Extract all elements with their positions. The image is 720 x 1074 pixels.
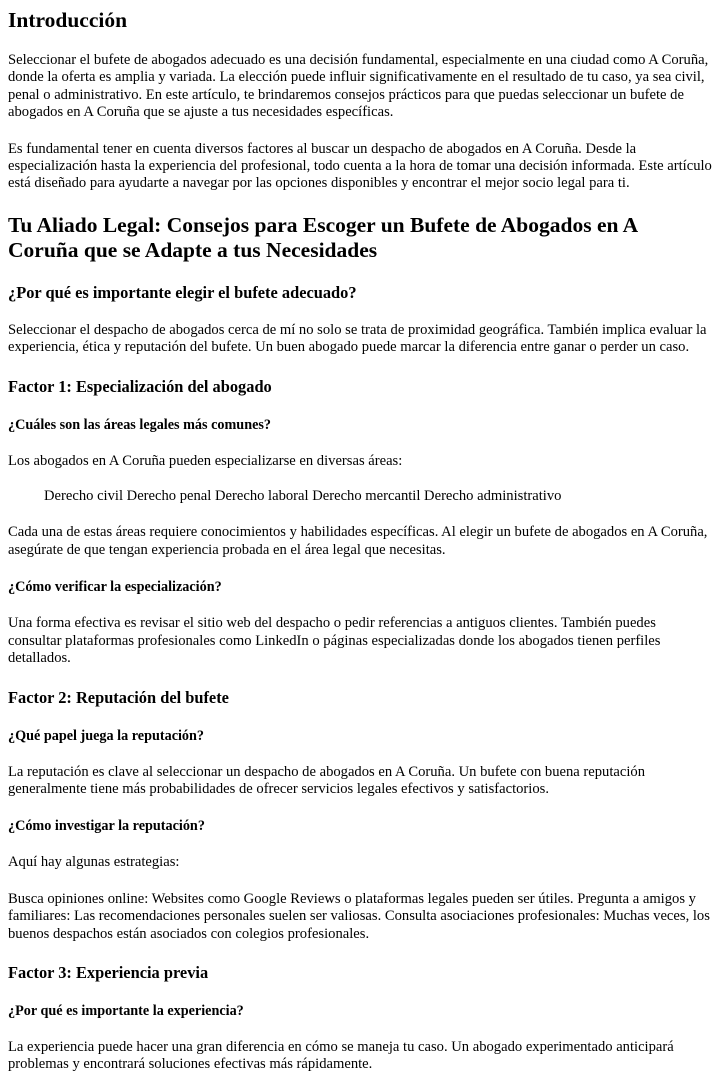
why-paragraph: Seleccionar el despacho de abogados cerca de mí no solo se trata de proximidad geográfica. También implica evaluar la experiencia, ética y reputación del bufete. Un buen abogado puede marcar la diferencia entre ganar o perder un caso. <box>8 321 707 356</box>
intro-title: Introducción <box>8 8 128 32</box>
factor1-question-1: ¿Cuáles son las áreas legales más comunes? <box>8 416 271 433</box>
legal-areas-list: Derecho civil Derecho penal Derecho laboral Derecho mercantil Derecho administrativo <box>44 488 562 505</box>
factor1-paragraph-2: Cada una de estas áreas requiere conocimientos y habilidades específicas. Al elegir un bufete de abogados en A Coruña, asegúrate de que tengan experiencia probada en el área legal que necesitas. <box>8 524 708 558</box>
factor2-question-1: ¿Qué papel juega la reputación? <box>8 727 205 744</box>
factor2-question-2: ¿Cómo investigar la reputación? <box>8 818 205 835</box>
factor1-heading: Factor 1: Especialización del abogado <box>8 376 272 396</box>
article <box>0 8 720 1074</box>
factor3-paragraph-1: La experiencia puede hacer una gran diferencia en cómo se maneja tu caso. Un abogado experimentado anticipará problemas y encontrará soluciones efectivas más rápidamente. <box>8 1038 674 1073</box>
factor1-question-2: ¿Cómo verificar la especialización? <box>8 579 222 596</box>
factor3-heading: Factor 3: Experiencia previa <box>8 962 209 982</box>
factor2-strategies: Busca opiniones online: Websites como Google Reviews o plataformas legales pueden ser útiles. Pregunta a amigos y familiares: Las recomendaciones personales suelen ser valiosas. Consulta asociaciones profesionales: Muchas veces, los buenos despachos están asociados con colegios profesionales. <box>8 890 710 942</box>
factor2-paragraph-1: La reputación es clave al seleccionar un despacho de abogados en A Coruña. Un bufete con buena reputación generalmente tiene más probabilidades de ofrecer servicios legales efectivos y satisfactorios. <box>8 763 646 797</box>
main-title: Tu Aliado Legal: Consejos para Escoger un Bufete de Abogados en A Coruña que se Adapte a tus Necesidades <box>8 212 637 262</box>
why-heading: ¿Por qué es importante elegir el bufete adecuado? <box>8 282 357 302</box>
factor2-paragraph-2: Aquí hay algunas estrategias: <box>8 854 180 871</box>
factor3-question-1: ¿Por qué es importante la experiencia? <box>8 1002 244 1019</box>
intro-paragraph-1: Seleccionar el bufete de abogados adecuado es una decisión fundamental, especialmente en una ciudad como A Coruña, donde la oferta es amplia y variada. La elección puede influir significativamente en el resultado de tu caso, ya sea civil, penal o administrativo. En este artículo, te brindaremos consejos prácticos para que puedas seleccionar un bufete de abogados en A Coruña que se ajuste a tus necesidades específicas. <box>8 52 709 121</box>
intro-paragraph-2: Es fundamental tener en cuenta diversos factores al buscar un despacho de abogados en A Coruña. Desde la especialización hasta la experiencia del profesional, todo cuenta a la hora de tomar una decisión informada. Este artículo está diseñado para ayudarte a navegar por las opciones disponibles y encontrar el mejor socio legal para ti. <box>8 140 712 192</box>
factor1-paragraph-3: Una forma efectiva es revisar el sitio web del despacho o pedir referencias a antiguos clientes. También puedes consultar plataformas profesionales como LinkedIn o páginas especializadas donde los abogados tienen perfiles detallados. <box>8 615 661 667</box>
factor1-paragraph-1: Los abogados en A Coruña pueden especializarse en diversas áreas: <box>8 452 403 469</box>
factor2-heading: Factor 2: Reputación del bufete <box>8 687 229 707</box>
